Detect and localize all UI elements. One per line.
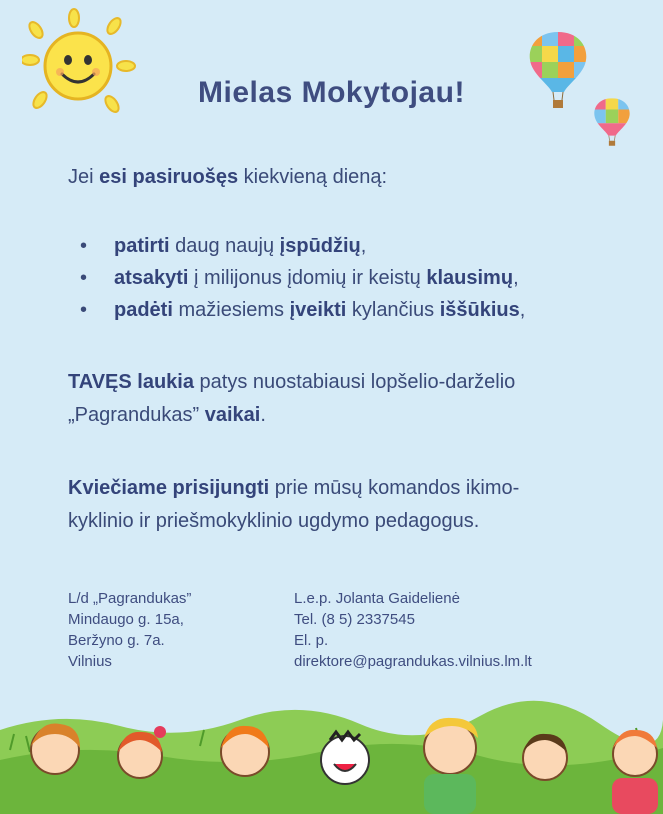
bullet-list xyxy=(80,230,525,326)
bullet-dot: • xyxy=(80,299,88,321)
bullet-dot: • xyxy=(80,235,88,257)
address-block: L/d „Pagrandukas” Mindaugo g. 15a, Beržyno g. 7a. Vilnius xyxy=(68,590,192,670)
email-link[interactable]: direktore@pagrandukas.vilnius.lm.lt xyxy=(294,653,532,670)
invitation-paragraph: Kviečiame prisijungti prie mūsų komandos ikimo- kyklinio ir priešmokyklinio ugdymo pedagogus. xyxy=(68,477,520,532)
list-item: • atsakyti į milijonus įdomių ir keistų klausimų, xyxy=(80,262,525,294)
contact-block: L.e.p. Jolanta Gaidelienė Tel. (8 5) 2337545 El. p. direktore@pagrandukas.vilnius.lm.lt xyxy=(294,590,532,670)
list-item: • patirti daug naujų įspūdžių, xyxy=(80,230,525,262)
bullet-dot: • xyxy=(80,267,88,289)
page-title: Mielas Mokytojau! xyxy=(198,76,465,109)
children-await-paragraph: TAVĘS laukia patys nuostabiausi lopšelio-darželio „Pagrandukas” vaikai. xyxy=(68,371,516,426)
intro-text: Jei esi pasiruošęs kiekvieną dieną: xyxy=(68,166,388,188)
list-item: • padėti mažiesiems įveikti kylančius iššūkius, xyxy=(80,294,525,326)
children-on-grass-illustration xyxy=(0,690,663,814)
